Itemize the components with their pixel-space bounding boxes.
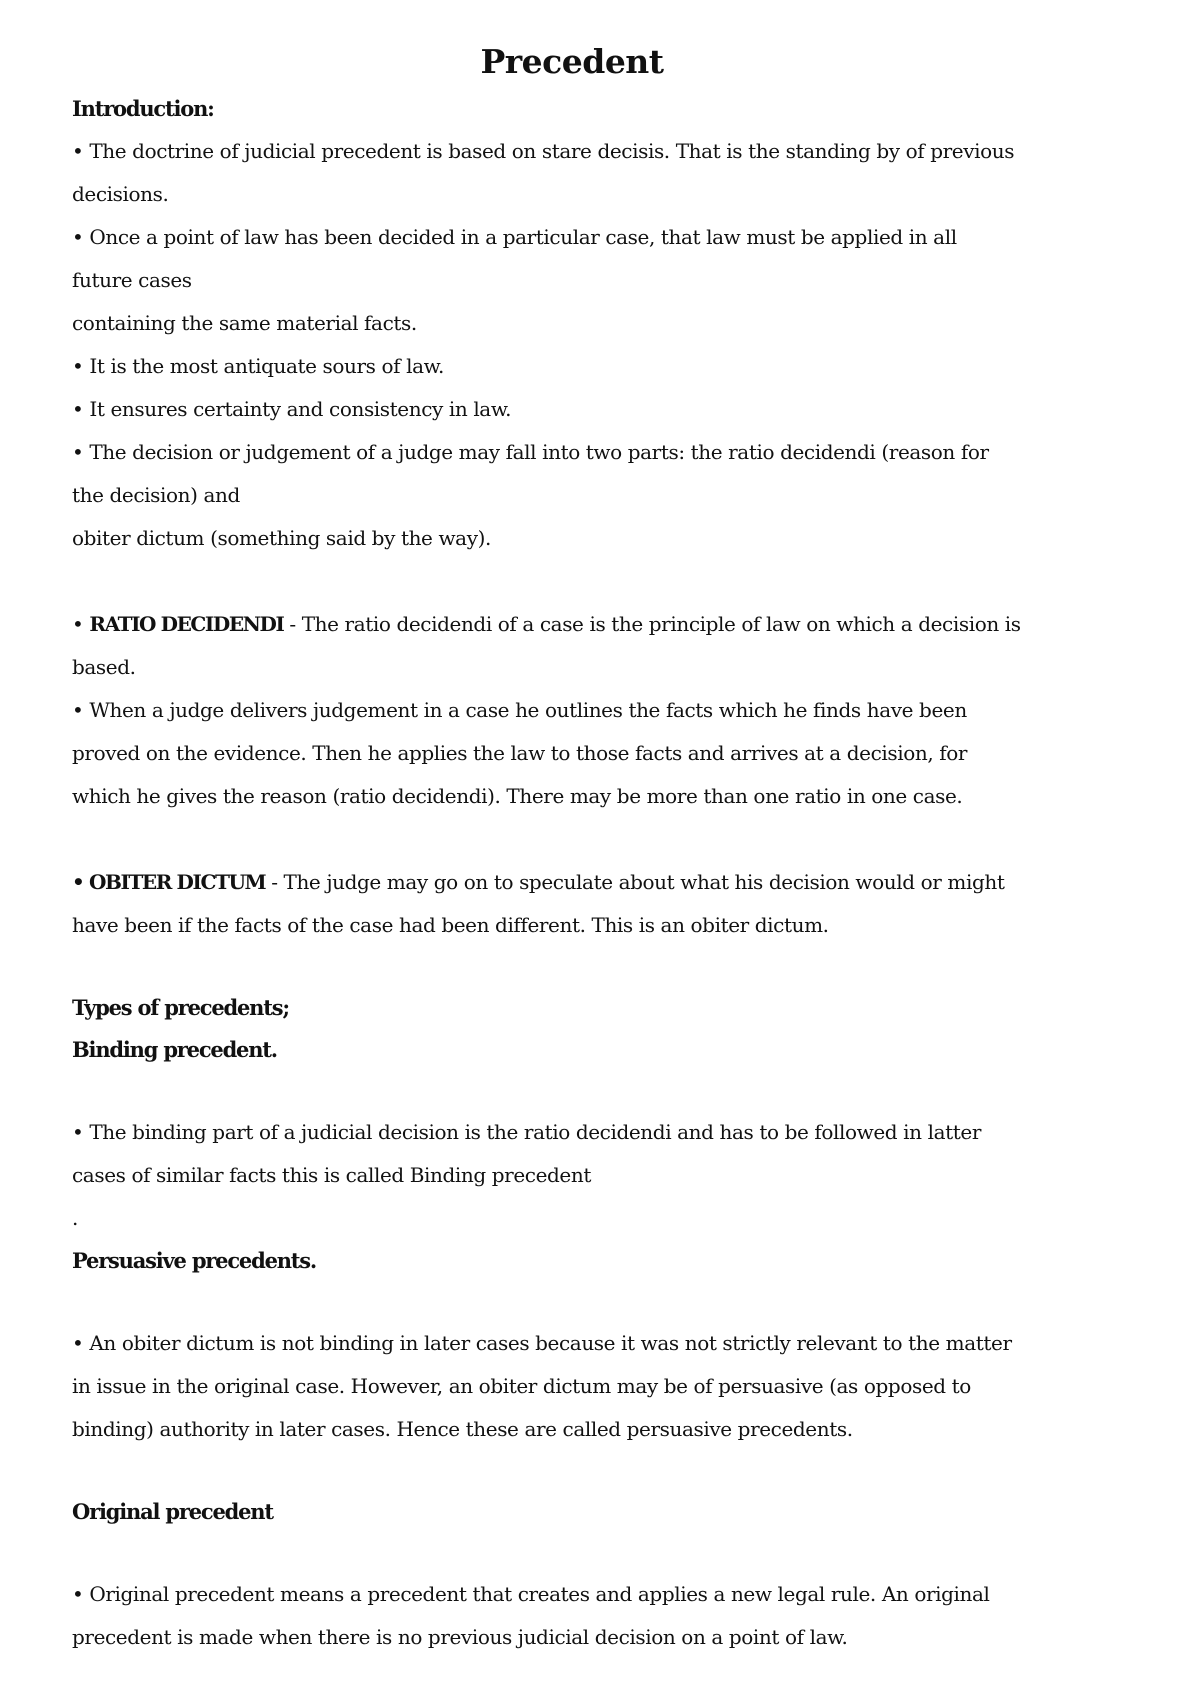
text-line: containing the same material facts.: [72, 311, 417, 335]
document-page: [72, 36, 1072, 1659]
ratio-decidendi-definition: - The ratio decidendi of a case is the principle of law on which a decision is: [283, 612, 1021, 636]
ratio-decidendi-term: RATIO DECIDENDI: [89, 612, 284, 636]
introduction-section: [72, 130, 1072, 560]
text-line: which he gives the reason (ratio decidendi). There may be more than one ratio in one case.: [72, 784, 963, 808]
obiter-dictum-section: [72, 861, 1072, 947]
text-line: • The doctrine of judicial precedent is based on stare decisis. That is the standing by of previous: [72, 139, 1015, 163]
text-line: • Once a point of law has been decided in a particular case, that law must be applied in all: [72, 225, 957, 249]
binding-heading: Binding precedent.: [72, 1037, 277, 1062]
text-line: .: [72, 1206, 78, 1230]
text-line: future cases: [72, 268, 192, 292]
text-line: cases of similar facts this is called Binding precedent: [72, 1163, 591, 1187]
text-line: • It ensures certainty and consistency in law.: [72, 397, 512, 421]
document-title: Precedent: [480, 42, 664, 81]
types-heading: Types of precedents;: [72, 995, 289, 1020]
text-line: decisions.: [72, 182, 169, 206]
text-line: precedent is made when there is no previous judicial decision on a point of law.: [72, 1625, 848, 1649]
ratio-decidendi-line: [72, 603, 1072, 646]
text-line: the decision) and: [72, 483, 240, 507]
original-heading: Original precedent: [72, 1499, 273, 1524]
introduction-heading: Introduction:: [72, 96, 214, 121]
obiter-dictum-term: • OBITER DICTUM: [72, 870, 266, 894]
text-line: • Original precedent means a precedent that creates and applies a new legal rule. An original: [72, 1582, 990, 1606]
text-line: binding) authority in later cases. Hence these are called persuasive precedents.: [72, 1417, 853, 1441]
original-section: [72, 1573, 1072, 1659]
text-line: proved on the evidence. Then he applies the law to those facts and arrives at a decision, for: [72, 741, 968, 765]
text-line: • An obiter dictum is not binding in later cases because it was not strictly relevant to the matter: [72, 1331, 1012, 1355]
text-line: in issue in the original case. However, an obiter dictum may be of persuasive (as opposed to: [72, 1374, 971, 1398]
text-line: • When a judge delivers judgement in a case he outlines the facts which he finds have been: [72, 698, 967, 722]
text-line: have been if the facts of the case had been different. This is an obiter dictum.: [72, 913, 829, 937]
binding-section: [72, 1111, 1072, 1240]
text-line: • It is the most antiquate sours of law.: [72, 354, 444, 378]
persuasive-heading: Persuasive precedents.: [72, 1248, 317, 1273]
bullet: •: [72, 612, 90, 636]
text-line: • The binding part of a judicial decision is the ratio decidendi and has to be followed in latter: [72, 1120, 981, 1144]
text-line: based.: [72, 655, 136, 679]
obiter-dictum-line: [72, 861, 1072, 904]
persuasive-section: [72, 1322, 1072, 1451]
text-line: • The decision or judgement of a judge may fall into two parts: the ratio decidendi (reason for: [72, 440, 989, 464]
text-line: obiter dictum (something said by the way).: [72, 526, 491, 550]
ratio-decidendi-section: [72, 603, 1072, 818]
obiter-dictum-definition: - The judge may go on to speculate about what his decision would or might: [265, 870, 1005, 894]
